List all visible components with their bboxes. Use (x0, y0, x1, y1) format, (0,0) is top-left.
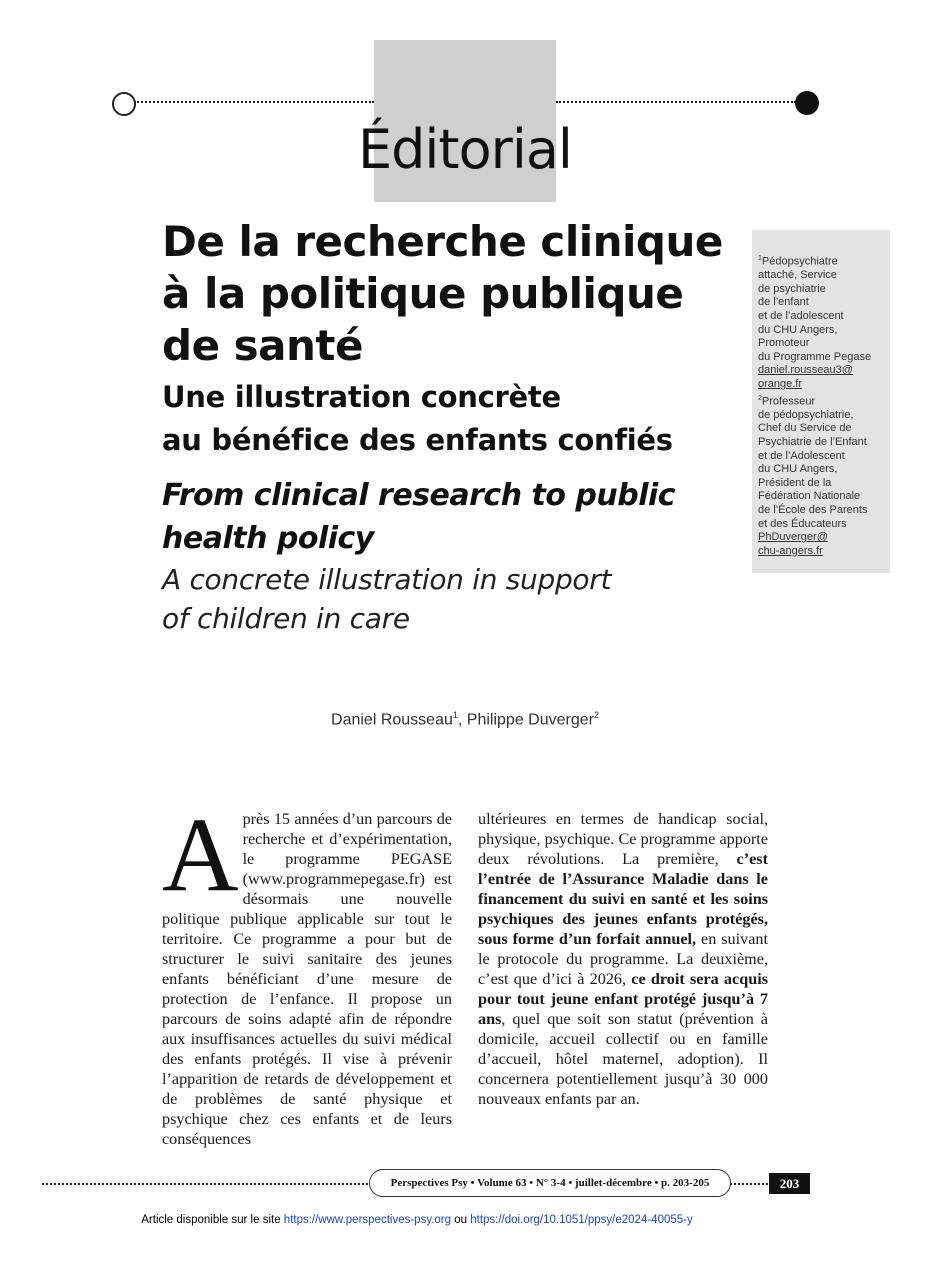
subtitle-fr-line: Une illustration concrète (162, 380, 561, 414)
affiliation-line: et de l’adolescent (758, 310, 844, 323)
author-affiliation-marker: 1 (452, 710, 458, 720)
header-dotted-rule-left (134, 101, 374, 103)
title-en-line: From clinical research to public (162, 478, 676, 513)
email-line: orange.fr (758, 378, 803, 390)
journal-reference: Perspectives Psy • Volume 63 • N° 3-4 • juillet-décembre • p. 203-205 (369, 1169, 731, 1197)
availability-mid: ou (451, 1214, 471, 1226)
author-name: Philippe Duverger (466, 711, 594, 729)
author-name: Daniel Rousseau (331, 711, 453, 729)
subtitle-en-line: of children in care (162, 602, 410, 635)
affiliation-line: Professeur (761, 395, 816, 408)
article-title-fr (162, 216, 752, 372)
affiliation-line: Président de la (758, 476, 832, 489)
availability-notice (0, 1214, 834, 1226)
affiliation-line: de l’enfant (758, 296, 809, 309)
affiliation-line: Promoteur (758, 337, 810, 350)
title-fr-line: à la politique publique (162, 269, 684, 318)
body-text-bold: c’est l’entrée de l’Assurance Maladie dans le financement du suivi en santé et les soins psychiques des jeunes enfants protégés, sous forme d’un forfait annuel, (478, 850, 768, 948)
article-title-en (162, 474, 752, 560)
article-subtitle-fr (162, 376, 752, 462)
email-line: daniel.rousseau3@ (758, 364, 853, 377)
body-text: en suivant le protocole du programme. La deuxième, c’est que d’ici à 2026, (478, 930, 768, 988)
doi-link[interactable]: https://doi.org/10.1051/ppsy/e2024-40055-y (470, 1214, 693, 1226)
body-text: , quel que soit son statut (prévention à domicile, accueil collectif ou en famille d’accueil, hôtel maternel, adoption). Il concernera potentiellement jusqu’à 30 000 nouveaux enfants par an. (478, 1010, 768, 1108)
affiliation-line: de l’École des Parents (758, 504, 868, 516)
body-paragraph: près 15 années d’un parcours de recherche et d’expérimentation, le programme PEGASE (www.programmepegase.fr) est désormais une nouvelle politique publique applicable sur tout le territoire. Ce programme a pour but de structurer le suivi sanitaire des jeunes enfants bénéficiant d’une mesure de protection de l’enfance. Il propose un parcours de soins adapté afin de répondre aux insuffisances actuelles du suivi médical des enfants protégés. Il vise à prévenir l’apparition de retards de développement et de problèmes de santé physique et psychique chez ces enfants et de leurs conséquences (162, 810, 452, 1148)
affiliation-2 (758, 392, 888, 559)
open-circle-ornament-icon (112, 92, 136, 116)
filled-circle-ornament-icon (795, 91, 819, 115)
body-text-bold: ce droit sera acquis pour tout jeune enfant protégé jusqu’à 7 ans (478, 970, 768, 1028)
author-separator: , (457, 711, 467, 729)
footer-dotted-rule-left (42, 1183, 368, 1185)
affiliation-1-marker: 1 (758, 255, 762, 262)
affiliation-2-marker: 2 (758, 394, 762, 402)
affiliation-line: attaché, Service (758, 269, 837, 282)
title-fr-line: De la recherche clinique (162, 217, 723, 266)
footer-dotted-rule-right (730, 1183, 768, 1185)
author-affiliation-marker: 2 (593, 710, 599, 720)
title-en-line: health policy (162, 521, 374, 556)
affiliation-line: Psychiatrie de l’Enfant (758, 436, 867, 449)
body-column-right (478, 809, 768, 1109)
affiliation-line: du CHU Angers, (758, 463, 838, 476)
affiliation-line: et des Éducateurs (758, 517, 847, 530)
affiliation-line: de pédopsychiatrie, (758, 408, 854, 421)
affiliation-line: et de l’Adolescent (758, 449, 845, 462)
page-number: 203 (769, 1173, 810, 1194)
title-fr-line: de santé (162, 321, 363, 370)
affiliation-line: Pédopsychiatre (761, 255, 838, 268)
drop-cap: A (162, 796, 239, 913)
affiliations-text (758, 252, 888, 558)
affiliation-line: du CHU Angers, (758, 323, 838, 336)
author-line (162, 710, 768, 729)
email-line: chu-angers.fr (758, 544, 823, 557)
affiliation-line: Fédération Nationale (758, 490, 861, 503)
affiliation-line: du Programme Pegase (758, 350, 872, 363)
subtitle-fr-line: au bénéfice des enfants confiés (162, 423, 673, 457)
article-subtitle-en (162, 560, 752, 638)
subtitle-en-line: A concrete illustration in support (162, 563, 612, 596)
section-label: Éditorial (358, 118, 572, 181)
affiliation-1 (758, 252, 888, 392)
body-text: ultérieures en termes de handicap social, physique, psychique. Ce programme apporte deux révolutions. La première, (478, 810, 768, 868)
header-dotted-rule-right (556, 101, 796, 103)
affiliation-line: de psychiatrie (758, 282, 826, 295)
author1-email-link[interactable] (758, 364, 888, 391)
body-column-left (162, 796, 452, 1149)
author2-email-link[interactable] (758, 531, 888, 558)
email-line: PhDuverger@ (758, 531, 828, 544)
availability-prefix: Article disponible sur le site (141, 1214, 284, 1226)
affiliation-line: Chef du Service de (758, 422, 852, 435)
journal-site-link[interactable]: https://www.perspectives-psy.org (283, 1214, 452, 1226)
